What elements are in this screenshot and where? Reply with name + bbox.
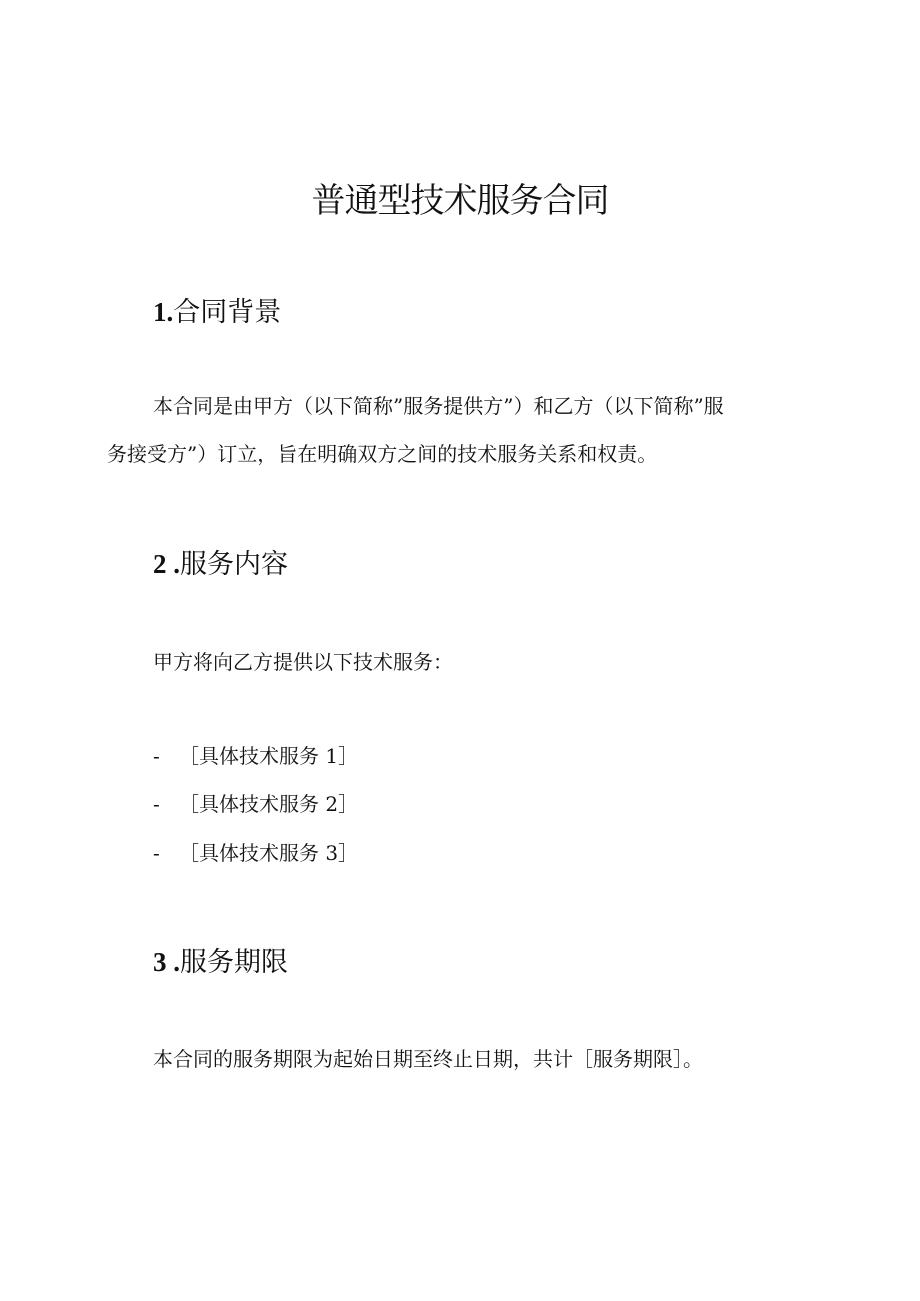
section-1-heading [153,294,281,331]
list-item [153,790,358,818]
section-2-heading [153,546,288,583]
section-1-title: 合同背景 [173,297,282,328]
section-1-paragraph-line-1: 本合同是由甲方（以下简称”服务提供方”）和乙方（以下简称”服 [153,394,724,418]
list-item-text: ［具体技术服务 3］ [179,841,359,865]
list-item-text: ［具体技术服务 2］ [179,792,359,816]
list-bullet: - [153,792,160,816]
section-3-title: 服务期限 [180,947,288,978]
list-item-text: ［具体技术服务 1］ [179,744,359,768]
section-1-number: 1. [153,297,174,327]
section-1-paragraph-line-2: 务接受方”）订立，旨在明确双方之间的技术服务关系和权责。 [107,442,658,466]
document-title: 普通型技术服务合同 [311,181,609,221]
list-bullet: - [153,841,160,865]
section-2-intro: 甲方将向乙方提供以下技术服务： [153,650,453,674]
section-3-number: 3 . [153,947,180,977]
section-3-paragraph: 本合同的服务期限为起始日期至终止日期，共计［服务期限］。 [153,1047,703,1071]
list-bullet: - [153,744,160,768]
list-item [153,742,358,770]
section-3-heading [153,944,288,981]
section-2-title: 服务内容 [180,549,288,580]
section-2-number: 2 . [153,549,180,579]
list-item [153,839,358,867]
